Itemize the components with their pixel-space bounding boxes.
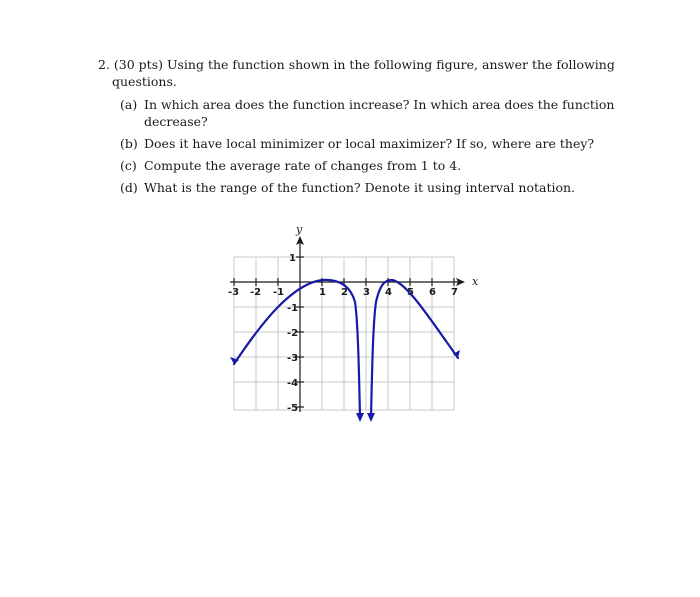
function-graph [222,222,484,427]
x-tick-label: -1 [273,287,285,298]
x-axis-label: x [472,275,479,288]
x-tick-label: -2 [250,287,262,298]
question-list [120,96,628,196]
question-d [120,179,628,196]
x-tick-label: -3 [228,287,240,298]
function-curve [234,280,458,418]
question-a [120,96,628,130]
question-label: (c) [120,158,137,173]
x-tick-label: 5 [407,287,414,298]
axes [230,236,465,412]
curve-asymptote-arrow-icon [367,413,375,422]
x-tick-label: 7 [451,287,458,298]
y-tick-label: -3 [287,353,299,364]
problem-number: 2. [98,57,110,72]
question-b [120,135,628,152]
question-label: (d) [120,180,138,195]
y-tick-label: -1 [287,303,299,314]
y-tick-label: -4 [287,378,299,389]
question-text: Compute the average rate of changes from 1 to 4. [144,158,462,173]
question-c [120,157,628,174]
question-text: What is the range of the function? Denote it using interval notation. [144,180,576,195]
x-tick-label: 1 [319,287,326,298]
problem-heading [98,56,628,90]
question-text: In which area does the function increase? In which area does the function decrease? [144,97,615,129]
question-text: Does it have local minimizer or local maximizer? If so, where are they? [144,136,595,151]
curve-right-branch [371,280,458,418]
problem-2 [98,56,628,201]
question-label: (a) [120,97,138,112]
x-tick-labels [228,287,458,298]
x-tick-label: 3 [363,287,370,298]
curve-asymptote-arrow-icon [356,413,364,422]
y-tick-label: -2 [287,328,299,339]
y-tick-label: -5 [287,403,299,414]
x-tick-label: 4 [385,287,392,298]
y-tick-label: 1 [289,253,296,264]
y-axis-label: y [296,223,303,236]
y-tick-labels [287,253,298,414]
curve-left-branch [234,280,360,418]
x-tick-label: 2 [341,287,348,298]
problem-intro: Using the function shown in the following figure, answer the following questions. [112,57,615,89]
problem-points: (30 pts) [113,57,163,72]
question-label: (b) [120,136,138,151]
x-tick-label: 6 [429,287,436,298]
